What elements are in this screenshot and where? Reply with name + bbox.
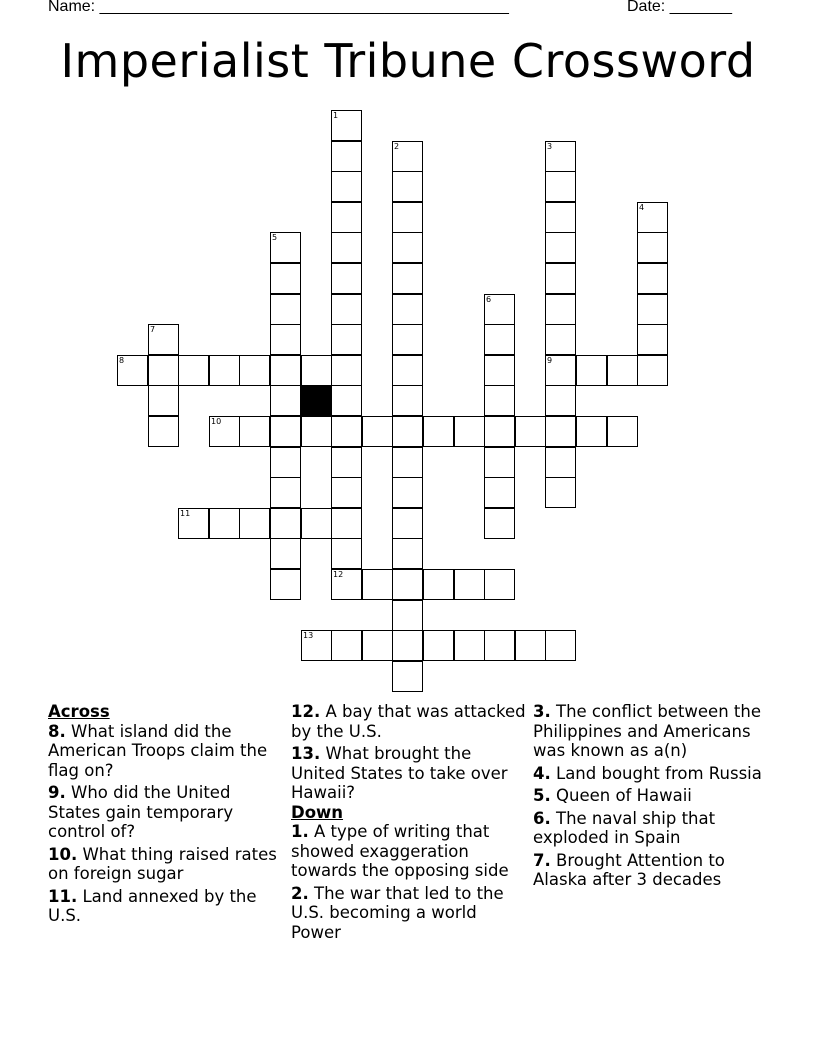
- grid-cell[interactable]: [331, 202, 362, 233]
- grid-cell[interactable]: [545, 447, 576, 478]
- grid-cell[interactable]: [331, 385, 362, 416]
- clue-number-label: 3: [547, 142, 553, 151]
- grid-cell[interactable]: [270, 385, 301, 416]
- grid-cell[interactable]: [607, 355, 638, 386]
- grid-cell[interactable]: [392, 508, 423, 539]
- grid-cell[interactable]: [331, 477, 362, 508]
- clue-across-9: [48, 783, 284, 842]
- clue-number: 13.: [291, 744, 321, 763]
- grid-cell[interactable]: [362, 630, 393, 661]
- grid-cell[interactable]: [392, 294, 423, 325]
- grid-cell[interactable]: [392, 477, 423, 508]
- grid-cell[interactable]: [239, 416, 270, 447]
- grid-cell[interactable]: [362, 569, 393, 600]
- clue-number-label: 9: [547, 356, 553, 365]
- clue-number: 11.: [48, 886, 78, 906]
- grid-cell[interactable]: [117, 355, 148, 386]
- grid-cell[interactable]: [392, 630, 423, 661]
- grid-cell[interactable]: [545, 294, 576, 325]
- clue-number-label: 7: [150, 325, 156, 334]
- grid-cell[interactable]: [637, 263, 668, 294]
- grid-cell[interactable]: [301, 355, 332, 386]
- date-field[interactable]: Date: _______: [627, 0, 732, 15]
- clue-number: 3.: [533, 702, 551, 721]
- grid-cell[interactable]: [484, 294, 515, 325]
- grid-cell[interactable]: [362, 416, 393, 447]
- grid-cell[interactable]: [392, 385, 423, 416]
- clue-text: Land bought from Russia: [556, 763, 762, 783]
- grid-cell[interactable]: [392, 324, 423, 355]
- clue-number-label: 13: [303, 631, 314, 640]
- grid-cell[interactable]: [331, 569, 362, 600]
- grid-cell[interactable]: [637, 202, 668, 233]
- clue-down-6: [533, 809, 773, 848]
- clue-text: What island did the American Troops claim the flag on?: [48, 721, 268, 780]
- down-heading: Down: [291, 802, 344, 822]
- grid-cell[interactable]: [239, 508, 270, 539]
- clue-text: A type of writing that showed exaggeration towards the opposing side: [291, 822, 509, 880]
- grid-cell[interactable]: [392, 416, 423, 447]
- across-heading: Across: [48, 702, 110, 721]
- clue-text: The naval ship that exploded in Spain: [533, 808, 716, 847]
- grid-cell[interactable]: [545, 232, 576, 263]
- grid-cell[interactable]: [545, 171, 576, 202]
- grid-cell[interactable]: [576, 416, 607, 447]
- clue-number: 9.: [48, 783, 66, 802]
- grid-cell[interactable]: [454, 416, 485, 447]
- clue-number: 7.: [533, 850, 551, 870]
- grid-cell[interactable]: [515, 630, 546, 661]
- grid-cell[interactable]: [484, 355, 515, 386]
- grid-cell[interactable]: [637, 324, 668, 355]
- clue-number: 5.: [533, 786, 551, 805]
- grid-cell[interactable]: [209, 416, 240, 447]
- grid-cell[interactable]: [454, 630, 485, 661]
- grid-cell[interactable]: [270, 355, 301, 386]
- grid-cell[interactable]: [331, 263, 362, 294]
- grid-cell[interactable]: [484, 477, 515, 508]
- name-field[interactable]: Name: ______________________________________________: [48, 0, 509, 15]
- clue-text: Who did the United States gain temporary control of?: [48, 783, 234, 841]
- grid-cell[interactable]: [331, 110, 362, 141]
- grid-cell[interactable]: [270, 569, 301, 600]
- grid-cell[interactable]: [239, 355, 270, 386]
- grid-cell[interactable]: [209, 508, 240, 539]
- grid-cell[interactable]: [392, 661, 423, 692]
- grid-cell[interactable]: [607, 416, 638, 447]
- grid-cell[interactable]: [545, 630, 576, 661]
- grid-cell[interactable]: [331, 171, 362, 202]
- clue-number: 8.: [48, 721, 66, 741]
- grid-cell[interactable]: [545, 324, 576, 355]
- grid-cell[interactable]: [576, 355, 607, 386]
- clue-number-label: 5: [272, 233, 278, 242]
- grid-cell[interactable]: [178, 508, 209, 539]
- page-title: Imperialist Tribune Crossword: [60, 34, 756, 88]
- clue-down-3: [533, 702, 773, 761]
- grid-cell[interactable]: [484, 447, 515, 478]
- clue-text: Queen of Hawaii: [556, 786, 692, 805]
- clue-text: What thing raised rates on foreign sugar: [48, 844, 277, 883]
- clue-number: 4.: [533, 763, 551, 783]
- grid-cell[interactable]: [423, 416, 454, 447]
- grid-cell[interactable]: [545, 385, 576, 416]
- grid-cell[interactable]: [270, 294, 301, 325]
- grid-cell[interactable]: [270, 416, 301, 447]
- grid-cell[interactable]: [545, 477, 576, 508]
- clue-across-12: [291, 702, 527, 741]
- grid-cell[interactable]: [545, 263, 576, 294]
- clue-text: A bay that was attacked by the U.S.: [291, 702, 526, 741]
- grid-cell[interactable]: [331, 508, 362, 539]
- grid-cell[interactable]: [637, 294, 668, 325]
- clue-number-label: 1: [333, 111, 339, 120]
- clue-number-label: 12: [333, 570, 344, 579]
- clue-text: The war that led to the U.S. becoming a world Power: [291, 883, 504, 942]
- grid-cell[interactable]: [423, 569, 454, 600]
- grid-cell[interactable]: [484, 630, 515, 661]
- clue-across-10: [48, 845, 284, 884]
- clue-number: 2.: [291, 883, 309, 903]
- grid-cell[interactable]: [392, 232, 423, 263]
- grid-cell[interactable]: [270, 477, 301, 508]
- clue-down-2: [291, 884, 527, 943]
- grid-cell[interactable]: [301, 630, 332, 661]
- clue-down-1: [291, 822, 527, 881]
- clue-column-2: [291, 702, 527, 945]
- grid-cell[interactable]: [392, 538, 423, 569]
- clue-down-7: [533, 851, 773, 890]
- grid-cell[interactable]: [270, 232, 301, 263]
- grid-cell[interactable]: [331, 538, 362, 569]
- clue-down-4: [533, 764, 773, 784]
- grid-cell[interactable]: [484, 385, 515, 416]
- grid-cell[interactable]: [392, 171, 423, 202]
- grid-cell[interactable]: [545, 355, 576, 386]
- grid-cell[interactable]: [484, 508, 515, 539]
- grid-cell[interactable]: [545, 141, 576, 172]
- grid-cell[interactable]: [392, 263, 423, 294]
- grid-cell[interactable]: [515, 416, 546, 447]
- grid-cell[interactable]: [270, 508, 301, 539]
- grid-cell[interactable]: [637, 355, 668, 386]
- grid-cell[interactable]: [331, 324, 362, 355]
- clue-text: The conflict between the Philippines and Americans was known as a(n): [533, 702, 761, 760]
- grid-cell[interactable]: [454, 569, 485, 600]
- grid-cell[interactable]: [423, 630, 454, 661]
- grid-cell[interactable]: [301, 508, 332, 539]
- grid-cell[interactable]: [392, 600, 423, 631]
- clue-text: Brought Attention to Alaska after 3 decades: [533, 850, 725, 889]
- grid-cell[interactable]: [270, 538, 301, 569]
- clue-number: 1.: [291, 822, 309, 841]
- clue-number: 6.: [533, 808, 551, 828]
- grid-cell[interactable]: [148, 355, 179, 386]
- grid-cell[interactable]: [484, 569, 515, 600]
- clue-text: What brought the United States to take over Hawaii?: [291, 744, 508, 802]
- clue-number-label: 8: [119, 356, 125, 365]
- clue-number: 12.: [291, 702, 321, 721]
- grid-cell[interactable]: [148, 324, 179, 355]
- clue-number-label: 6: [486, 295, 492, 304]
- grid-cell[interactable]: [331, 294, 362, 325]
- grid-cell[interactable]: [209, 355, 240, 386]
- grid-cell[interactable]: [392, 202, 423, 233]
- grid-cell[interactable]: [484, 324, 515, 355]
- clue-number-label: 10: [211, 417, 222, 426]
- grid-cell[interactable]: [331, 141, 362, 172]
- grid-cell[interactable]: [392, 569, 423, 600]
- clue-number-label: 11: [180, 509, 191, 518]
- grid-cell[interactable]: [270, 263, 301, 294]
- grid-cell[interactable]: [148, 416, 179, 447]
- clue-column-3: [533, 702, 773, 893]
- grid-cell[interactable]: [392, 355, 423, 386]
- clue-across-11: [48, 887, 284, 926]
- grid-cell[interactable]: [392, 447, 423, 478]
- clue-down-5: [533, 786, 773, 806]
- grid-cell[interactable]: [392, 141, 423, 172]
- grid-cell[interactable]: [545, 416, 576, 447]
- clue-number-label: 4: [639, 203, 645, 212]
- clue-across-8: [48, 722, 284, 781]
- grid-cell[interactable]: [331, 630, 362, 661]
- grid-cell[interactable]: [331, 355, 362, 386]
- clue-number-label: 2: [394, 142, 400, 151]
- grid-cell[interactable]: [484, 416, 515, 447]
- grid-cell[interactable]: [301, 416, 332, 447]
- grid-cell[interactable]: [545, 202, 576, 233]
- grid-cell[interactable]: [178, 355, 209, 386]
- clue-column-1: [48, 702, 284, 929]
- grid-cell[interactable]: [270, 324, 301, 355]
- grid-cell[interactable]: [270, 447, 301, 478]
- grid-cell[interactable]: [331, 416, 362, 447]
- grid-cell[interactable]: [637, 232, 668, 263]
- clue-text: Land annexed by the U.S.: [48, 886, 257, 925]
- grid-cell[interactable]: [148, 385, 179, 416]
- clue-number: 10.: [48, 844, 78, 864]
- clue-across-13: [291, 744, 527, 803]
- grid-cell[interactable]: [331, 447, 362, 478]
- grid-cell-black: [301, 385, 332, 416]
- grid-cell[interactable]: [331, 232, 362, 263]
